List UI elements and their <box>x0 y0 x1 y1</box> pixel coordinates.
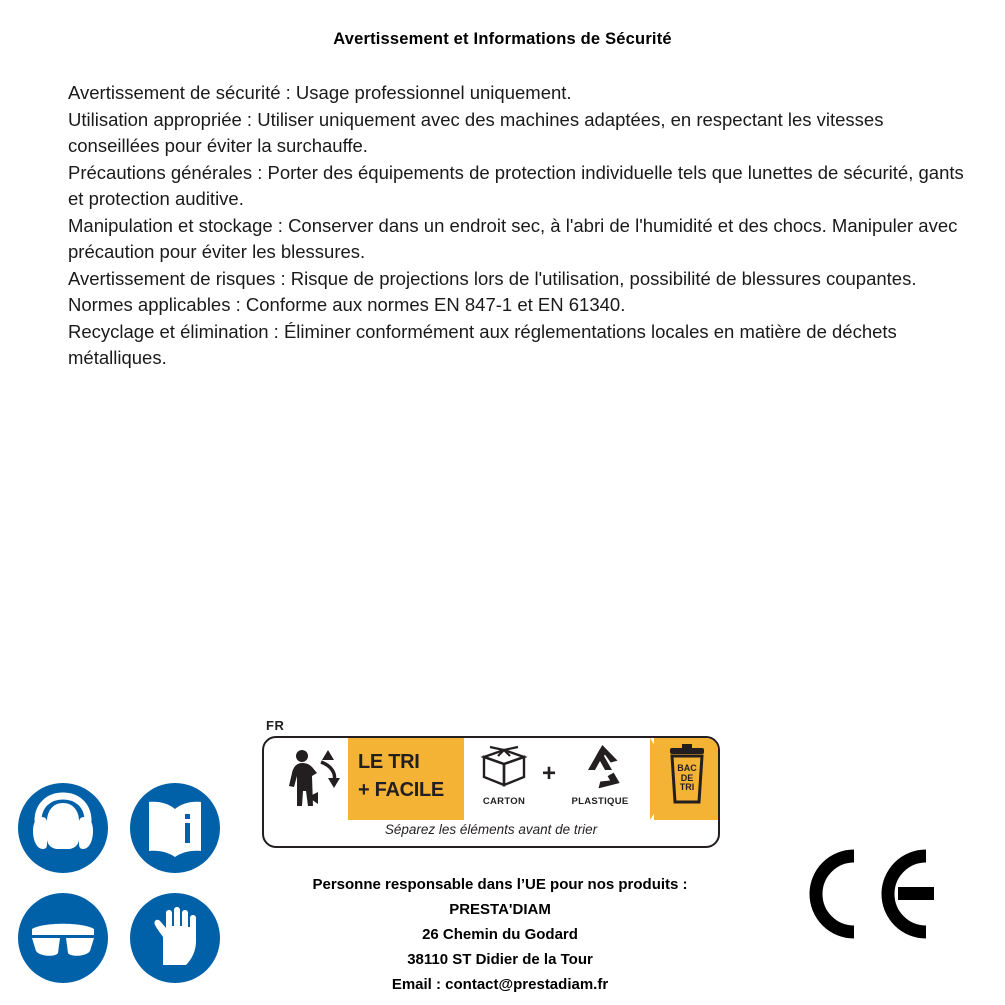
paragraph-7: Recyclage et élimination : Éliminer conformément aux réglementations locales en matière de déchets métalliques. <box>68 320 897 368</box>
carton-item <box>468 744 540 807</box>
tri-footer-text: Séparez les éléments avant de trier <box>384 822 598 837</box>
bin-item <box>656 744 718 819</box>
ce-mark-icon <box>798 846 938 942</box>
paragraph-4: Manipulation et stockage : Conserver dans un endroit sec, à l'abri de l'humidité et des chocs. Manipuler avec précaution pour éviter les blessures. <box>68 214 958 262</box>
tri-box <box>262 736 720 848</box>
safety-text-block <box>68 80 974 372</box>
tri-plus-sign: + <box>542 760 557 787</box>
responsible-city: 38110 ST Didier de la Tour <box>407 951 593 968</box>
responsible-company: PRESTA'DIAM <box>449 901 551 918</box>
paragraph-1: Avertissement de sécurité : Usage professionnel uniquement. <box>68 82 572 103</box>
paragraph-2: Utilisation appropriée : Utiliser uniquement avec des machines adaptées, en respectant les vitesses conseillées pour éviter la surchauffe. <box>68 108 884 156</box>
tri-slogan <box>358 748 462 804</box>
responsible-address: 26 Chemin du Godard <box>422 926 578 943</box>
paragraph-6: Normes applicables : Conforme aux normes EN 847-1 et EN 61340. <box>68 294 626 315</box>
plastique-caption: PLASTIQUE <box>571 796 629 807</box>
tri-slogan-line2: + FACILE <box>358 779 444 801</box>
responsible-person-block <box>190 872 810 997</box>
carton-caption: CARTON <box>482 796 526 807</box>
ear-protection-icon <box>18 783 108 873</box>
read-manual-icon <box>130 783 220 873</box>
bin-label-line2: DE <box>680 772 694 783</box>
tri-slogan-line1: LE TRI <box>358 751 420 773</box>
page-title: Avertissement et Informations de Sécurité <box>333 30 672 48</box>
responsible-email: Email : contact@prestadiam.fr <box>391 976 609 993</box>
tri-country-code: FR <box>266 718 285 733</box>
plastique-item <box>564 744 636 807</box>
safety-glasses-icon <box>18 893 108 983</box>
carton-box-icon <box>468 744 540 790</box>
mobius-loop-icon <box>564 744 636 790</box>
bin-label-line3: TRI <box>679 782 695 792</box>
triman-recycling-label <box>262 718 722 848</box>
bin-label <box>670 764 704 793</box>
responsible-intro: Personne responsable dans l’UE pour nos produits : <box>312 876 688 893</box>
paragraph-5: Avertissement de risques : Risque de projections lors de l'utilisation, possibilité de blessures coupantes. <box>68 267 917 289</box>
bin-label-line1: BAC <box>677 763 697 773</box>
triman-figure-icon <box>272 742 346 816</box>
paragraph-3: Précautions générales : Porter des équipements de protection individuelle tels que lunettes de sécurité, gants et protection auditive. <box>68 161 964 209</box>
